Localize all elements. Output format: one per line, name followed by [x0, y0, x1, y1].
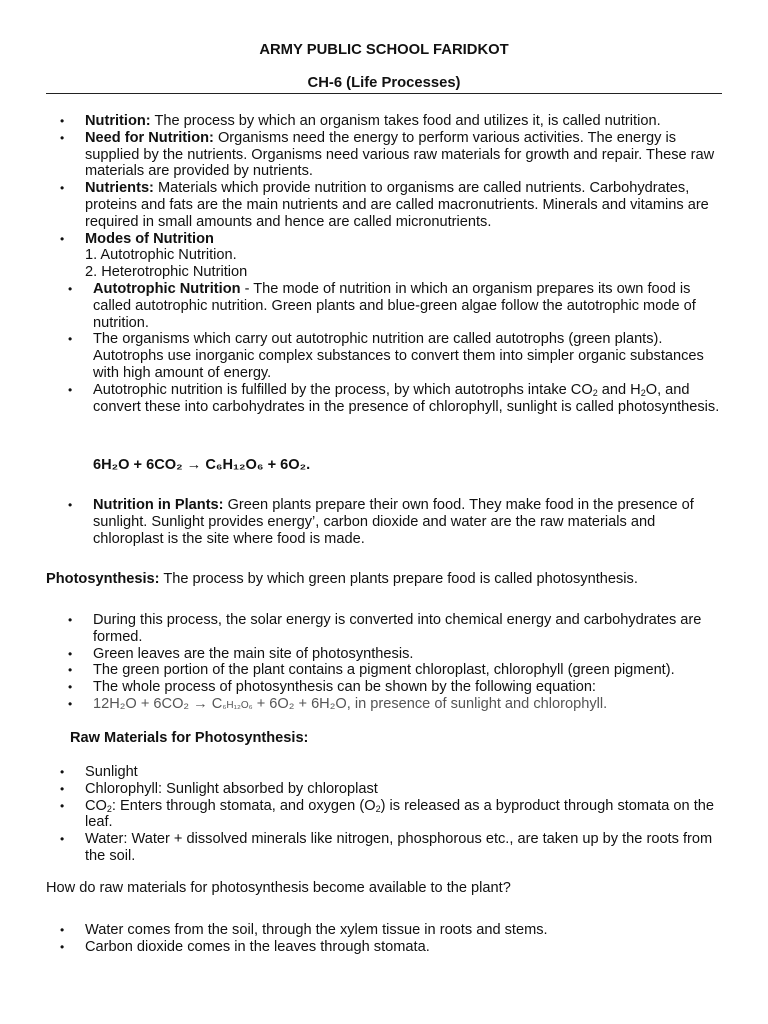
- photosynthesis-list: [93, 612, 723, 715]
- list-item: [93, 331, 723, 381]
- subscript: 2: [106, 803, 112, 814]
- list-item: • During this process, the solar energy is converted into chemical energy and carbohydrates are formed.: [93, 612, 723, 646]
- photosynthesis-definition: [46, 571, 726, 588]
- chapter-title: CH-6 (Life Processes): [307, 75, 461, 91]
- term-label: Nutrition:: [85, 113, 151, 129]
- raw-materials-list: [85, 764, 725, 865]
- list-item: [85, 130, 725, 180]
- list-item: • Green leaves are the main site of photosynthesis.: [93, 646, 723, 663]
- plants-list: [93, 497, 723, 547]
- list-item: • Chlorophyll: Sunlight absorbed by chloroplast: [85, 781, 725, 798]
- term-text: : Enters through stomata, and oxygen (O: [111, 797, 376, 814]
- photosynthesis-equation: 6H₂O + 6CO₂ → C₆H₁₂O₆ + 6O₂.: [93, 457, 311, 473]
- list-item: [93, 281, 723, 331]
- list-item: [93, 497, 723, 547]
- term-label: Photosynthesis:: [46, 571, 160, 587]
- list-item: [85, 231, 725, 281]
- list-item: • Water: Water + dissolved minerals like nitrogen, phosphorous etc., are taken up by the roots from the soil.: [85, 831, 725, 865]
- equation-part: + 6O₂ + 6H₂O, in presence of sunlight and chlorophyll.: [252, 695, 608, 712]
- term-text: ) is released as a byproduct through stomata on the leaf.: [85, 797, 714, 831]
- equation-part: 12H₂O + 6CO₂ → C: [93, 695, 223, 712]
- subscript: 2: [375, 803, 381, 814]
- subscript: 2: [640, 387, 646, 398]
- mode-line: 2. Heterotrophic Nutrition: [85, 264, 248, 281]
- autotrophic-list: [93, 281, 723, 415]
- list-item: • Sunlight: [85, 764, 725, 781]
- title-divider: [46, 93, 722, 94]
- term-text: Materials which provide nutrition to organisms are called nutrients. Carbohydrates, proteins and fats are the main nutrients and are called macronutrients. Minerals and vitamins are required in small amounts and hence are called micronutrients.: [85, 180, 709, 230]
- list-item: [85, 798, 725, 832]
- list-item: [93, 382, 723, 416]
- list-item: • The whole process of photosynthesis can be shown by the following equation:: [93, 679, 723, 696]
- subscript: 2: [592, 387, 598, 398]
- term-text: The process by which green plants prepare food is called photosynthesis.: [159, 571, 638, 587]
- term-text: and H: [597, 381, 641, 398]
- term-label: Modes of Nutrition: [85, 230, 214, 247]
- school-title: ARMY PUBLIC SCHOOL FARIDKOT: [259, 42, 509, 58]
- term-label: Nutrition in Plants:: [93, 497, 224, 513]
- list-item: [85, 113, 725, 130]
- equation-part: ₆H₁₂O₆: [222, 699, 253, 711]
- term-text: O, and convert these into carbohydrates in the presence of chlorophyll, sunlight is called photosynthesis.: [93, 381, 720, 415]
- list-item: • Water comes from the soil, through the xylem tissue in roots and stems.: [85, 922, 725, 939]
- term-text: Green plants prepare their own food. They make food in the presence of sunlight. Sunlight provides energy’, carbon dioxide and water are the raw materials and chloroplast is the site where food is made.: [93, 497, 694, 547]
- term-text: - The mode of nutrition in which an organism prepares its own food is called autotrophic nutrition. Green plants and blue-green algae follow the autotrophic mode of nutrition.: [93, 281, 696, 331]
- availability-list: [85, 922, 725, 956]
- term-label: Autotrophic Nutrition: [93, 281, 241, 297]
- list-item: [93, 696, 723, 715]
- term-text: Organisms need the energy to perform various activities. The energy is supplied by the nutrients. Organisms need various raw materials for growth and repair. These raw materials are provided by nutrients.: [85, 129, 715, 180]
- list-item: • Carbon dioxide comes in the leaves through stomata.: [85, 939, 725, 956]
- term-label: Nutrients:: [85, 180, 154, 197]
- section-heading: Raw Materials for Photosynthesis:: [70, 730, 309, 746]
- intro-list: [85, 113, 725, 281]
- question-text: How do raw materials for photosynthesis become available to the plant?: [46, 880, 511, 896]
- term-label: Need for Nutrition:: [85, 129, 214, 146]
- term-text: Autotrophic nutrition is fulfilled by the process, by which autotrophs intake CO: [93, 381, 593, 398]
- list-item: [85, 180, 725, 230]
- term-text: CO: [85, 797, 107, 814]
- term-text: The process by which an organism takes food and utilizes it, is called nutrition.: [150, 113, 661, 129]
- mode-line: 1. Autotrophic Nutrition.: [85, 247, 237, 264]
- term-text: The organisms which carry out autotrophic nutrition are called autotrophs (green plants). Autotrophs use inorganic complex substances to convert them into simpler organic substances with high amount of energy.: [93, 331, 704, 381]
- list-item: • The green portion of the plant contains a pigment chloroplast, chlorophyll (green pigment).: [93, 662, 723, 679]
